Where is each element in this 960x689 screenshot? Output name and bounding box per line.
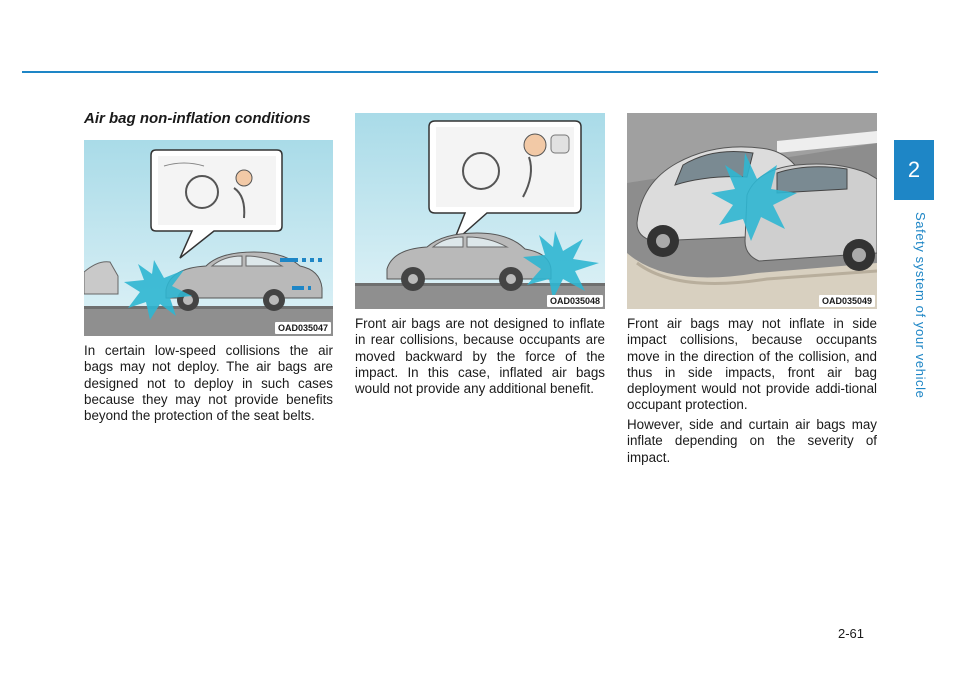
paragraph-side-curtain: However, side and curtain air bags may inflate depending on the severity of impact. [627, 417, 877, 465]
figure-code-label: OAD035048 [547, 295, 603, 307]
page-number: 2-61 [838, 626, 865, 641]
paragraph-rear-collision: Front air bags are not designed to inflate in rear collisions, because occupants are moved backward by the force of the impact. In this case, inflated air bags would not provide any additional benefit. [355, 316, 605, 397]
figure-code-label: OAD035047 [275, 322, 331, 334]
figure-low-speed-collision [84, 140, 333, 336]
rear-collision-illustration [355, 113, 605, 309]
section-title: Air bag non-inflation conditions [84, 110, 311, 127]
low-speed-collision-illustration [84, 140, 333, 336]
figure-rear-collision [355, 113, 605, 309]
chapter-title-label: Safety system of your vehicle [913, 212, 928, 399]
chapter-number-tab: 2 [894, 140, 934, 200]
figure-code-label: OAD035049 [819, 295, 875, 307]
figure-side-impact [627, 113, 877, 309]
side-impact-illustration [627, 113, 877, 309]
paragraph-low-speed: In certain low-speed collisions the air bags may not deploy. The air bags are designed not to deploy in such cases because they may not provide benefits beyond the protection of the seat belts. [84, 343, 333, 424]
header-rule [22, 71, 878, 73]
paragraph-side-impact: Front air bags may not inflate in side impact collisions, because occupants move in the direction of the collision, and thus in side impacts, front air bag deployment would not provide addi-tional occupant protection. [627, 316, 877, 413]
